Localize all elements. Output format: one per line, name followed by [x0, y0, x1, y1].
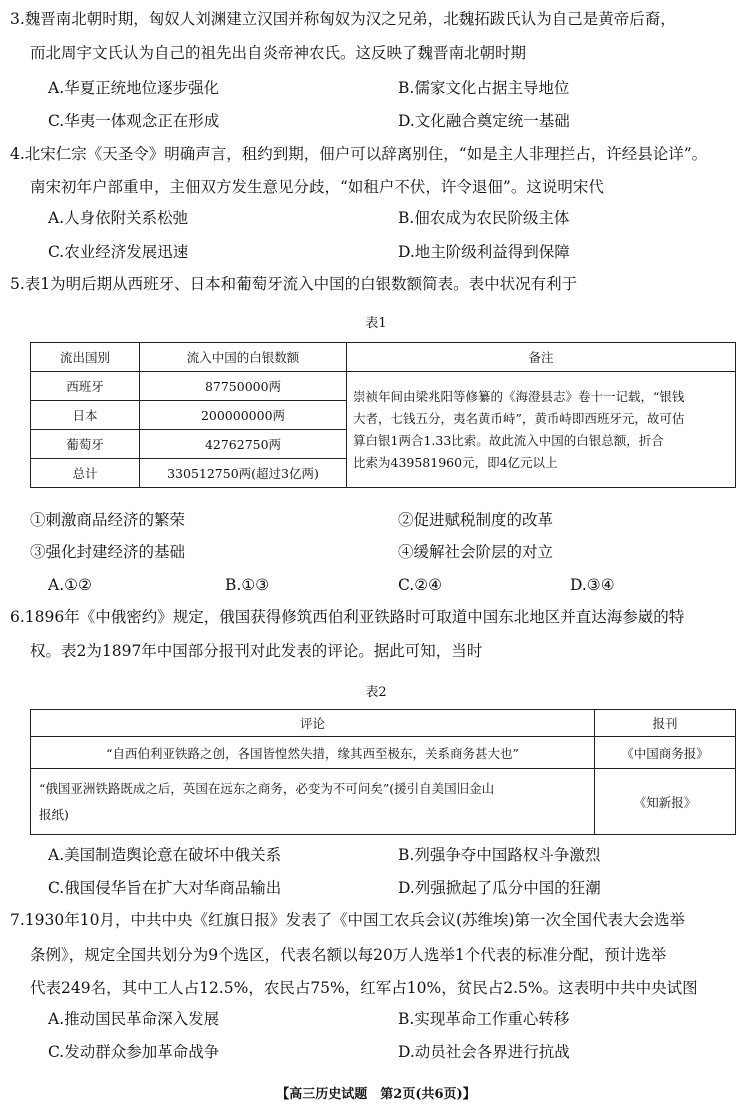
q7-stem-line-3: 代表249名，其中工人占12.5%，农民占75%，红军占10%，贫民占2.5%。这表明中共中央试图: [30, 979, 698, 997]
country-cell: 日本: [31, 401, 140, 430]
comment-table-header-comment: 评论: [31, 710, 595, 737]
amount-cell: 330512750两(超过3亿两): [140, 459, 347, 488]
q6-option-d: D.列强掀起了瓜分中国的狂潮: [398, 879, 601, 897]
q3-option-d: D.文化融合奠定统一基础: [398, 112, 570, 130]
q3-stem-line-1: 3.魏晋南北朝时期，匈奴人刘渊建立汉国并称匈奴为汉之兄弟，北魏拓跋氏认为自己是黄帝后裔，: [10, 10, 676, 28]
q5-option-a: A.①②: [48, 576, 92, 594]
q4-stem-line-1: 4.北宋仁宗《天圣令》明确声言，租约到期，佃户可以辞离别住，“如是主人非理拦占，许经县论详”。: [10, 145, 708, 163]
comment-table: [30, 709, 736, 835]
country-cell: 西班牙: [31, 372, 140, 401]
q5-statement-4: ④缓解社会阶层的对立: [398, 543, 554, 561]
q5-statement-2: ②促进赋税制度的改革: [398, 511, 554, 529]
newspaper-cell: 《知新报》: [595, 769, 736, 835]
amount-cell: 200000000两: [140, 401, 347, 430]
q4-stem-line-2: 南宋初年户部重申，主佃双方发生意见分歧，“如租户不伏，许令退佃”。这说明宋代: [30, 178, 604, 196]
note-line-1: 崇祯年间由梁兆阳等修纂的《海澄县志》卷十一记载，“银钱: [353, 388, 685, 404]
note-line-2: 大者，七钱五分，夷名黄币峙”，黄币峙即西班牙元，故可估: [353, 410, 685, 426]
q3-option-b: B.儒家文化占据主导地位: [398, 79, 570, 97]
silver-table-header-amount: 流入中国的白银数额: [140, 343, 347, 372]
q6-option-b: B.列强争夺中国路权斗争激烈: [398, 846, 601, 864]
q5-option-c: C.②④: [398, 576, 443, 594]
q6-option-c: C.俄国侵华旨在扩大对华商品输出: [48, 879, 282, 897]
q6-stem-line-1: 6.1896年《中俄密约》规定，俄国获得修筑西伯利亚铁路时可取道中国东北地区并直达海参崴的特: [10, 608, 685, 626]
q5-table-title: 表1: [365, 316, 387, 331]
comment-line-1: “俄国亚洲铁路既成之后，英国在远东之商务，必变为不可问矣”(援引自美国旧金山: [39, 780, 495, 796]
q3-stem-line-2: 而北周宇文氏认为自己的祖先出自炎帝神农氏。这反映了魏晋南北朝时期: [30, 44, 527, 62]
q5-stem: 5.表1为明后期从西班牙、日本和葡萄牙流入中国的白银数额简表。表中状况有利于: [10, 275, 578, 293]
q3-option-c: C.华夷一体观念正在形成: [48, 112, 220, 130]
q4-option-a: A.人身依附关系松弛: [48, 209, 189, 227]
newspaper-cell: 《中国商务报》: [595, 737, 736, 769]
q4-option-b: B.佃农成为农民阶级主体: [398, 209, 570, 227]
q3-option-a: A.华夏正统地位逐步强化: [48, 79, 220, 97]
q7-stem-line-1: 7.1930年10月，中共中央《红旗日报》发表了《中国工农兵会议(苏维埃)第一次全国代表大会选举: [10, 911, 686, 929]
q7-stem-line-2: 条例》，规定全国共划分为9个选区，代表名额以每20万人选举1个代表的标准分配，预计选举: [30, 946, 667, 964]
comment-cell: [31, 769, 595, 835]
q6-stem-line-2: 权。表2为1897年中国部分报刊对此发表的评论。据此可知，当时: [30, 642, 483, 660]
silver-table-header-note: 备注: [347, 343, 736, 372]
amount-cell: 87750000两: [140, 372, 347, 401]
comment-line-2: 报纸): [39, 806, 69, 822]
table-row: [31, 737, 736, 769]
q7-option-d: D.动员社会各界进行抗战: [398, 1043, 570, 1061]
page-footer: 【高三历史试题 第2页(共6页)】: [276, 1087, 476, 1102]
silver-table: [30, 342, 736, 488]
q5-option-b: B.①③: [225, 576, 270, 594]
country-cell: 葡萄牙: [31, 430, 140, 459]
q7-option-c: C.发动群众参加革命战争: [48, 1043, 220, 1061]
table-row: [31, 769, 736, 835]
amount-cell: 42762750两: [140, 430, 347, 459]
q4-option-c: C.农业经济发展迅速: [48, 243, 189, 261]
table-row: [31, 372, 736, 401]
q5-statement-1: ①刺激商品经济的繁荣: [30, 511, 186, 529]
note-line-4: 比索为439581960元，即4亿元以上: [353, 454, 558, 470]
q5-option-d: D.③④: [570, 576, 615, 594]
q4-option-d: D.地主阶级利益得到保障: [398, 243, 570, 261]
note-line-3: 算白银1两合1.33比索。故此流入中国的白银总额，折合: [353, 432, 664, 448]
country-cell: 总计: [31, 459, 140, 488]
silver-table-note: [347, 372, 736, 488]
comment-table-header-newspaper: 报刊: [595, 710, 736, 737]
q5-statement-3: ③强化封建经济的基础: [30, 543, 186, 561]
q6-table-title: 表2: [365, 685, 387, 700]
comment-cell: “自西伯利亚铁路之创，各国皆惶然失措，缘其西至极东，关系商务甚大也”: [31, 737, 595, 769]
q6-option-a: A.美国制造舆论意在破坏中俄关系: [48, 846, 282, 864]
q7-option-b: B.实现革命工作重心转移: [398, 1010, 570, 1028]
silver-table-header-country: 流出国别: [31, 343, 140, 372]
q7-option-a: A.推动国民革命深入发展: [48, 1010, 220, 1028]
